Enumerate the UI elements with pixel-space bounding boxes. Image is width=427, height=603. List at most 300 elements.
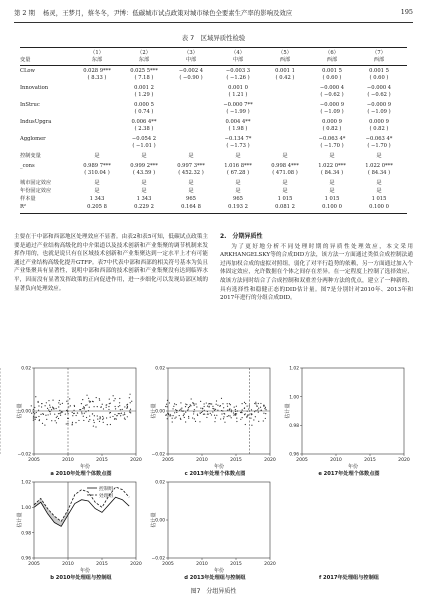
- t-statistic: ( −1.99 ): [226, 109, 250, 115]
- t-statistic: ( −1.70 ): [367, 143, 391, 149]
- coefficient: 是: [376, 180, 382, 186]
- data-point: [31, 405, 32, 406]
- t-statistic: ( 67.28 ): [226, 170, 250, 176]
- data-point: [33, 412, 34, 413]
- table-cell: [215, 180, 261, 187]
- data-point: [172, 415, 173, 416]
- data-point: [184, 413, 185, 414]
- data-point: [216, 415, 217, 416]
- data-point: [81, 411, 82, 412]
- data-point: [82, 399, 83, 400]
- data-point: [57, 416, 58, 417]
- data-point: [85, 405, 86, 406]
- table-cell: [309, 204, 355, 211]
- data-point: [82, 408, 83, 409]
- data-point: [103, 408, 104, 409]
- data-point: [83, 406, 84, 407]
- data-point: [86, 417, 87, 418]
- table-cell: [262, 163, 308, 177]
- t-statistic: ( 310.04 ): [84, 170, 110, 176]
- x-tick-label: 2020: [264, 562, 276, 567]
- data-point: [211, 403, 212, 404]
- coefficient: 是: [376, 188, 382, 194]
- coefficient: 0.989 7***: [83, 163, 111, 169]
- data-point: [255, 416, 256, 417]
- data-point: [251, 414, 252, 415]
- table-cell: [168, 68, 214, 82]
- data-point: [62, 411, 63, 412]
- data-point: [223, 413, 224, 414]
- data-point: [95, 426, 96, 427]
- t-statistic: ( 0.60 ): [322, 75, 342, 81]
- data-point: [62, 403, 63, 404]
- x-tick-label: 2015: [96, 562, 108, 567]
- data-point: [113, 395, 114, 396]
- data-point: [60, 404, 61, 405]
- coefficient: 0.999 2***: [130, 163, 158, 169]
- table-cell: [309, 119, 355, 133]
- data-point: [89, 407, 90, 408]
- data-point: [183, 410, 184, 411]
- data-point: [53, 407, 54, 408]
- data-point: [116, 418, 117, 419]
- y-tick-label: 0.00: [21, 409, 31, 415]
- data-point: [194, 409, 195, 410]
- data-point: [129, 410, 130, 411]
- coefficient: 是: [235, 180, 241, 186]
- line-panel-b: [16, 480, 142, 574]
- data-point: [68, 413, 69, 414]
- row-label: 样本量: [20, 196, 36, 202]
- data-point: [213, 408, 214, 409]
- data-point: [260, 407, 261, 408]
- data-point: [206, 402, 207, 403]
- data-point: [115, 408, 116, 409]
- data-point: [216, 404, 217, 405]
- data-point: [193, 411, 194, 412]
- coefficient: 是: [141, 153, 147, 159]
- data-point: [229, 403, 230, 404]
- coefficient: 是: [329, 153, 335, 159]
- data-point: [228, 415, 229, 416]
- data-point: [119, 413, 120, 414]
- coefficient: 0.004 4**: [225, 119, 251, 125]
- data-point: [185, 412, 186, 413]
- t-statistic: ( 452.32 ): [178, 170, 204, 176]
- data-point: [258, 412, 259, 413]
- data-point: [247, 405, 248, 406]
- legend-label-control: 控制组: [99, 486, 114, 492]
- table-rule: [20, 213, 407, 214]
- coefficient: 0.000 5: [134, 102, 154, 108]
- table-row: [20, 102, 407, 119]
- panel-caption-f: f 2017年处理组与控制组: [318, 575, 379, 581]
- coefficient: 1 015: [371, 196, 387, 202]
- t-statistic: ( 1.21 ): [228, 92, 248, 98]
- data-point: [109, 403, 110, 404]
- data-point: [94, 422, 95, 423]
- data-point: [176, 410, 177, 411]
- table-cell: [168, 188, 214, 195]
- data-point: [260, 410, 261, 411]
- table-cell: [309, 102, 355, 116]
- data-point: [250, 418, 251, 419]
- data-point: [42, 423, 43, 424]
- column-region: 西部: [373, 57, 385, 63]
- data-point: [102, 419, 103, 420]
- table-rule: [20, 47, 407, 48]
- coefficient: 是: [141, 188, 147, 194]
- data-point: [99, 421, 100, 422]
- coefficient: 0.164 8: [181, 204, 201, 210]
- data-point: [86, 395, 87, 396]
- table-cell: [215, 163, 261, 177]
- table-cell: [356, 68, 402, 82]
- data-point: [31, 413, 32, 414]
- paragraph: 主要在于中部和西部地区处理效应不显著。由表2和表5可知，低碳试点政策主要是通过产业结构高级化的中介渠道以及技术创新和产业集聚的调节机制来发挥作用的，也就是说只有在区域技术创新和产业集聚达到一定水平上才有可能通过产业结构高级化提升GTFP。表7中代表中部和西部的相关符号基本为负且产业集聚具有显著性，说明中部和西部的技术创新和产业集聚没有达到临界水平，因而没有显著发挥政策的正向促进作用，进一步细化可以发现局部区域的显著负向处理效应。: [14, 234, 208, 292]
- data-point: [167, 400, 168, 401]
- t-statistic: ( 0.42 ): [275, 75, 295, 81]
- t-statistic: ( 43.59 ): [132, 170, 156, 176]
- x-tick-label: 2010: [196, 562, 208, 567]
- coefficient: 965: [233, 196, 243, 202]
- column-region: 西部: [279, 57, 291, 63]
- data-point: [236, 421, 237, 422]
- data-point: [59, 410, 60, 411]
- table-cell: [356, 204, 402, 211]
- data-point: [72, 424, 73, 425]
- data-point: [223, 416, 224, 417]
- data-point: [56, 408, 57, 409]
- coefficient: 0.997 3***: [177, 163, 205, 169]
- coefficient: 是: [188, 180, 194, 186]
- data-point: [93, 406, 94, 407]
- table-cell: [356, 180, 402, 187]
- table-cell: [309, 68, 355, 82]
- data-point: [106, 417, 107, 418]
- t-statistic: ( −0.90 ): [179, 75, 203, 81]
- section-heading: 2. 分期异质性: [220, 233, 263, 240]
- data-point: [103, 422, 104, 423]
- coefficient: 0.025 5***: [130, 68, 158, 74]
- data-point: [204, 410, 205, 411]
- table-cell: [74, 196, 120, 203]
- data-point: [36, 417, 37, 418]
- coefficient: 是: [282, 180, 288, 186]
- data-point: [41, 403, 42, 404]
- table-cell: [262, 180, 308, 187]
- data-point: [215, 409, 216, 410]
- data-point: [258, 421, 259, 422]
- data-point: [106, 405, 107, 406]
- data-point: [72, 415, 73, 416]
- data-point: [231, 411, 232, 412]
- data-point: [222, 410, 223, 411]
- data-point: [172, 408, 173, 409]
- data-point: [245, 403, 246, 404]
- x-tick-label: 2005: [162, 562, 174, 567]
- data-point: [166, 404, 167, 405]
- data-point: [78, 420, 79, 421]
- coefficient: 0.001 5: [322, 68, 342, 74]
- data-point: [99, 400, 100, 401]
- coefficient: −0.063 4*: [318, 136, 346, 142]
- data-point: [38, 416, 39, 417]
- data-point: [196, 406, 197, 407]
- column-number: （3）: [184, 50, 198, 56]
- data-point: [51, 420, 52, 421]
- data-point: [217, 405, 218, 406]
- table-cell: [121, 119, 167, 133]
- coefficient: 0.001 1: [275, 68, 295, 74]
- data-point: [170, 414, 171, 415]
- data-point: [224, 422, 225, 423]
- data-point: [99, 398, 100, 399]
- data-point: [207, 411, 208, 412]
- coefficient: 1 015: [277, 196, 293, 202]
- data-point: [253, 419, 254, 420]
- column-region: 东部: [138, 57, 150, 63]
- column-region: 中部: [185, 57, 197, 63]
- data-point: [56, 417, 57, 418]
- coefficient: 0.205 8: [87, 204, 107, 210]
- coefficient: 是: [282, 188, 288, 194]
- data-point: [183, 415, 184, 416]
- table-cell: [356, 163, 402, 177]
- table-cell: [215, 188, 261, 195]
- data-point: [184, 417, 185, 418]
- table-cell: [262, 188, 308, 195]
- data-point: [231, 409, 232, 410]
- row-label: R²: [20, 204, 26, 210]
- data-point: [264, 405, 265, 406]
- data-point: [185, 421, 186, 422]
- y-axis-label: 估计量: [285, 403, 291, 419]
- data-point: [35, 396, 36, 397]
- data-point: [216, 400, 217, 401]
- data-point: [58, 418, 59, 419]
- t-statistic: ( 8.33 ): [87, 75, 107, 81]
- y-tick-label: 0.98: [289, 423, 299, 429]
- column-number: （6）: [325, 50, 339, 56]
- data-point: [66, 410, 67, 411]
- data-point: [106, 407, 107, 408]
- body-text-left: [14, 233, 208, 361]
- table-row: [20, 68, 407, 85]
- y-tick-label: −0.02: [151, 556, 165, 562]
- data-point: [120, 409, 121, 410]
- table-cell: [262, 196, 308, 203]
- data-point: [92, 413, 93, 414]
- data-point: [129, 412, 130, 413]
- data-point: [33, 420, 34, 421]
- coefficient: 0.006 4**: [131, 119, 157, 125]
- data-point: [187, 410, 188, 411]
- table-cell: [215, 119, 261, 133]
- data-point: [75, 422, 76, 423]
- data-point: [36, 412, 37, 413]
- data-point: [221, 398, 222, 399]
- x-tick-label: 2005: [162, 458, 174, 463]
- data-point: [222, 403, 223, 404]
- data-point: [240, 412, 241, 413]
- table-row: [20, 188, 407, 196]
- y-tick-label: 0.98: [21, 531, 31, 537]
- coefficient: −0.000 4: [366, 85, 392, 91]
- page-number: 195: [400, 8, 413, 16]
- panel-caption-b: b 2010年处理组与控制组: [50, 575, 112, 581]
- data-point: [33, 416, 34, 417]
- data-point: [107, 424, 108, 425]
- data-point: [254, 403, 255, 404]
- data-point: [68, 418, 69, 419]
- data-point: [201, 412, 202, 413]
- data-point: [88, 398, 89, 399]
- t-statistic: ( −1.73 ): [226, 143, 250, 149]
- panel-caption-a: a 2010年处理个体数点图: [50, 471, 112, 477]
- data-point: [38, 410, 39, 411]
- table-cell: [215, 196, 261, 203]
- data-point: [212, 406, 213, 407]
- data-point: [242, 403, 243, 404]
- data-point: [200, 408, 201, 409]
- coefficient: 是: [94, 180, 100, 186]
- data-point: [116, 415, 117, 416]
- x-tick-label: 2015: [96, 458, 108, 463]
- data-point: [97, 406, 98, 407]
- data-point: [84, 408, 85, 409]
- data-point: [60, 415, 61, 416]
- data-point: [255, 403, 256, 404]
- data-point: [249, 405, 250, 406]
- data-point: [119, 402, 120, 403]
- y-axis-label: 估计量: [151, 512, 157, 528]
- coefficient: 是: [94, 188, 100, 194]
- data-point: [47, 414, 48, 415]
- t-statistic: ( −1.09 ): [320, 109, 344, 115]
- data-point: [68, 406, 69, 407]
- data-point: [40, 414, 41, 415]
- table-rule: [20, 65, 407, 66]
- table-row: [20, 180, 407, 188]
- data-point: [202, 408, 203, 409]
- data-point: [220, 418, 221, 419]
- data-point: [97, 418, 98, 419]
- data-point: [195, 421, 196, 422]
- table-cell: [168, 204, 214, 211]
- data-point: [89, 415, 90, 416]
- table-cell: [262, 204, 308, 211]
- variable-header: 变量: [20, 57, 31, 63]
- data-point: [93, 420, 94, 421]
- t-statistic: ( −1.09 ): [367, 109, 391, 115]
- data-point: [109, 398, 110, 399]
- coefficient: −0.003 3: [225, 68, 251, 74]
- data-point: [251, 409, 252, 410]
- data-point: [181, 407, 182, 408]
- coefficient: 965: [186, 196, 196, 202]
- data-point: [45, 415, 46, 416]
- t-statistic: ( −1.26 ): [226, 75, 250, 81]
- data-point: [48, 400, 49, 401]
- y-tick-label: 0.00: [155, 409, 165, 415]
- plot-frame: [302, 368, 404, 454]
- data-point: [131, 401, 132, 402]
- column-number: （4）: [231, 50, 245, 56]
- coefficient: 1.022 0***: [365, 163, 393, 169]
- data-point: [257, 406, 258, 407]
- coefficient: 0.001 0: [228, 85, 248, 91]
- data-point: [202, 411, 203, 412]
- data-point: [73, 410, 74, 411]
- table-cell: [215, 68, 261, 82]
- t-statistic: ( 1.29 ): [134, 92, 154, 98]
- x-tick-label: 2020: [264, 458, 276, 463]
- data-point: [263, 420, 264, 421]
- coefficient: 0.000 9: [369, 119, 389, 125]
- data-point: [191, 398, 192, 399]
- data-point: [33, 417, 34, 418]
- coefficient: 0.001 2: [134, 85, 154, 91]
- table-cell: [121, 85, 167, 99]
- data-point: [112, 416, 113, 417]
- data-point: [56, 422, 57, 423]
- data-point: [49, 411, 50, 412]
- table-cell: [309, 180, 355, 187]
- data-point: [175, 409, 176, 410]
- data-point: [45, 405, 46, 406]
- line-panel-c: [150, 480, 276, 574]
- data-point: [89, 419, 90, 420]
- x-tick-label: 2015: [364, 458, 376, 463]
- data-point: [217, 410, 218, 411]
- data-point: [102, 404, 103, 405]
- data-point: [223, 407, 224, 408]
- data-point: [190, 404, 191, 405]
- table-cell: [121, 153, 167, 160]
- data-point: [119, 405, 120, 406]
- table-row: [20, 196, 407, 204]
- data-point: [169, 415, 170, 416]
- data-point: [260, 403, 261, 404]
- data-point: [83, 420, 84, 421]
- data-point: [110, 417, 111, 418]
- data-point: [34, 413, 35, 414]
- coefficient: 是: [188, 188, 194, 194]
- table-cell: [121, 102, 167, 116]
- row-label: 控制变量: [20, 153, 41, 159]
- x-tick-label: 2020: [130, 562, 142, 567]
- data-point: [235, 411, 236, 412]
- data-point: [175, 416, 176, 417]
- x-axis-label: 年份: [213, 464, 225, 470]
- coefficient: 是: [329, 180, 335, 186]
- data-point: [185, 406, 186, 407]
- data-point: [180, 402, 181, 403]
- table-cell: [121, 136, 167, 150]
- row-label: CLow: [20, 68, 35, 74]
- table-cell: [74, 68, 120, 82]
- data-point: [194, 405, 195, 406]
- table-cell: [121, 204, 167, 211]
- table-cell: [168, 196, 214, 203]
- data-point: [258, 408, 259, 409]
- data-point: [188, 416, 189, 417]
- coefficient: −0.002 4: [178, 68, 204, 74]
- table-cell: [215, 204, 261, 211]
- data-point: [50, 413, 51, 414]
- table-cell: [356, 119, 402, 133]
